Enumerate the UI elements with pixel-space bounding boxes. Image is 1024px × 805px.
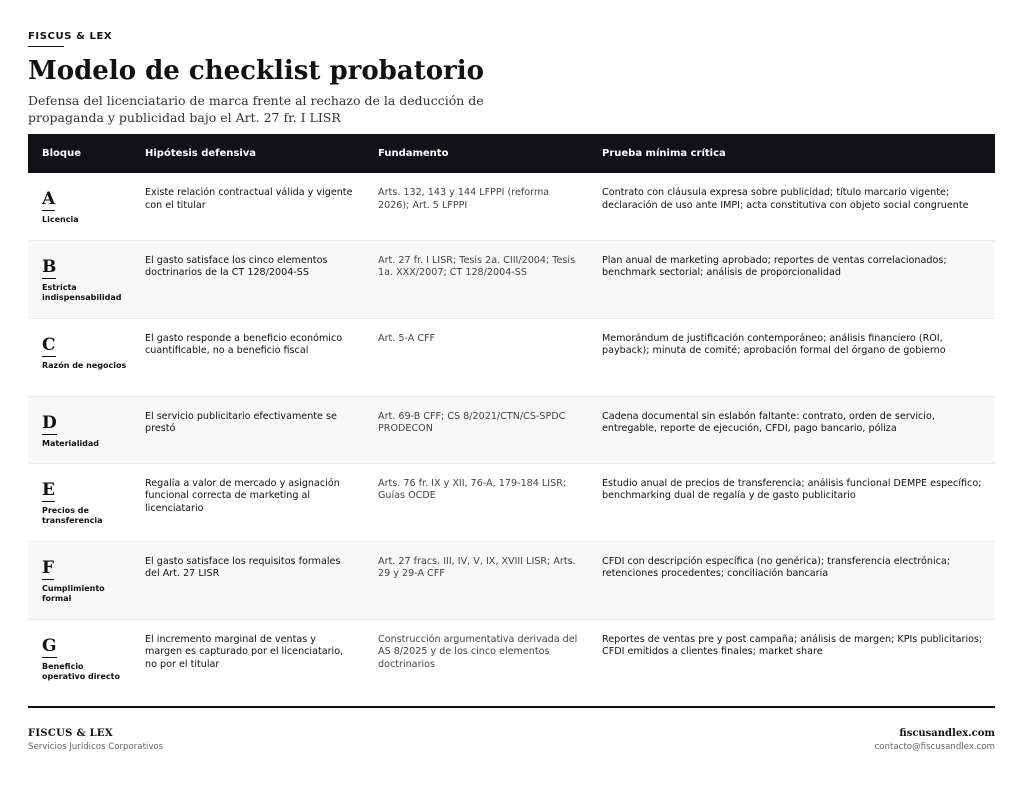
bloque-name: Cumplimiento formal <box>42 583 105 603</box>
table-header-row <box>28 134 995 173</box>
bloque-cell <box>28 318 131 396</box>
footer-rule <box>28 706 995 708</box>
fundamento-cell: Construcción argumentativa derivada del AS 8/2025 y de los cinco elementos doctrinarios <box>378 633 578 670</box>
prueba-cell: Plan anual de marketing aprobado; reportes de ventas correlacionados; benchmark sectorial; análisis de proporcionalidad <box>602 254 947 278</box>
bloque-name: Beneficio operativo directo <box>42 661 120 681</box>
table-row <box>28 240 995 318</box>
column-header-bloque: Bloque <box>42 148 81 159</box>
bloque-cell <box>28 396 131 463</box>
bloque-name: Estricta indispensabilidad <box>42 282 122 302</box>
prueba-cell: Cadena documental sin eslabón faltante: contrato, orden de servicio, entregable, reporte de ejecución, CFDI, pago bancario, póliza <box>602 410 935 434</box>
prueba-cell: CFDI con descripción específica (no genérica); transferencia electrónica; retenciones procedentes; conciliación bancaria <box>602 555 951 579</box>
bloque-cell <box>28 173 131 240</box>
prueba-cell: Contrato con cláusula expresa sobre publicidad; título marcario vigente; declaración de uso ante IMPI; acta constitutiva con objeto social congruente <box>602 187 969 211</box>
bloque-cell <box>28 463 131 541</box>
bloque-letter: D <box>42 412 57 433</box>
fundamento-cell: Arts. 132, 143 y 144 LFPPI (reforma 2026); Art. 5 LFPPI <box>378 187 550 211</box>
fundamento-cell: Arts. 76 fr. IX y XII, 76-A, 179-184 LISR; Guías OCDE <box>378 477 567 501</box>
hipotesis-cell: Existe relación contractual válida y vigente con el titular <box>145 187 353 211</box>
hipotesis-cell: El gasto satisface los cinco elementos doctrinarios de la CT 128/2004-SS <box>145 254 328 278</box>
brand-label: FISCUS & LEX <box>28 31 113 42</box>
table-row <box>28 396 995 463</box>
hipotesis-cell: El gasto satisface los requisitos formales del Art. 27 LISR <box>145 555 341 579</box>
footer-tagline: Servicios Jurídicos Corporativos <box>28 742 164 752</box>
fundamento-cell: Art. 69-B CFF; CS 8/2021/CTN/CS-SPDC PRODECON <box>378 410 566 434</box>
table-row <box>28 173 995 240</box>
prueba-cell: Estudio anual de precios de transferencia; análisis funcional DEMPE específico; benchmarking dual de regalía y de gasto publicitario <box>602 477 982 501</box>
fundamento-cell: Art. 27 fr. I LISR; Tesis 2a. CIII/2004; Tesis 1a. XXX/2007; CT 128/2004-SS <box>378 254 576 278</box>
table-row <box>28 463 995 541</box>
fundamento-cell: Art. 27 fracs. III, IV, V, IX, XVIII LISR; Arts. 29 y 29-A CFF <box>378 555 576 579</box>
bloque-cell <box>28 541 131 619</box>
bloque-letter: B <box>42 256 57 277</box>
table-row <box>28 619 995 705</box>
footer-email-link[interactable]: contacto@fiscusandlex.com <box>874 742 995 752</box>
table-row <box>28 318 995 396</box>
footer-website-link[interactable]: fiscusandlex.com <box>899 728 995 739</box>
bloque-letter: C <box>42 334 56 355</box>
hipotesis-cell: Regalía a valor de mercado y asignación funcional correcta de marketing al licenciatario <box>145 477 340 514</box>
page-subtitle: Defensa del licenciatario de marca frente al rechazo de la deducción de propaganda y publicidad bajo el Art. 27 fr. I LISR <box>28 93 484 125</box>
bloque-letter: E <box>42 479 55 500</box>
fundamento-cell: Art. 5-A CFF <box>378 332 436 344</box>
table-row <box>28 541 995 619</box>
bloque-letter: A <box>42 189 56 209</box>
brand-rule <box>28 46 64 47</box>
bloque-letter: F <box>42 557 55 578</box>
bloque-name: Materialidad <box>42 438 100 448</box>
hipotesis-cell: El servicio publicitario efectivamente se prestó <box>145 410 337 434</box>
bloque-name: Licencia <box>42 215 79 224</box>
footer-brand: FISCUS & LEX <box>28 728 113 739</box>
bloque-letter: G <box>42 635 57 656</box>
column-header-fundamento: Fundamento <box>378 148 449 159</box>
hipotesis-cell: El gasto responde a beneficio económico cuantificable, no a beneficio fiscal <box>145 332 343 356</box>
bloque-name: Razón de negocios <box>42 360 127 370</box>
bloque-cell <box>28 240 131 318</box>
hipotesis-cell: El incremento marginal de ventas y margen es capturado por el licenciatario, no por el titular <box>145 633 344 670</box>
bloque-cell <box>28 619 131 705</box>
prueba-cell: Memorándum de justificación contemporáneo; análisis financiero (ROI, payback); minuta de comité; aprobación formal del órgano de gobierno <box>602 332 946 356</box>
column-header-hipotesis: Hipótesis defensiva <box>145 148 257 159</box>
page-title: Modelo de checklist probatorio <box>28 56 484 86</box>
prueba-cell: Reportes de ventas pre y post campaña; análisis de margen; KPIs publicitarios; CFDI emitidos a clientes finales; market share <box>602 633 983 657</box>
bloque-name: Precios de transferencia <box>42 505 103 525</box>
checklist-table <box>28 134 995 705</box>
column-header-prueba: Prueba mínima crítica <box>602 148 726 159</box>
